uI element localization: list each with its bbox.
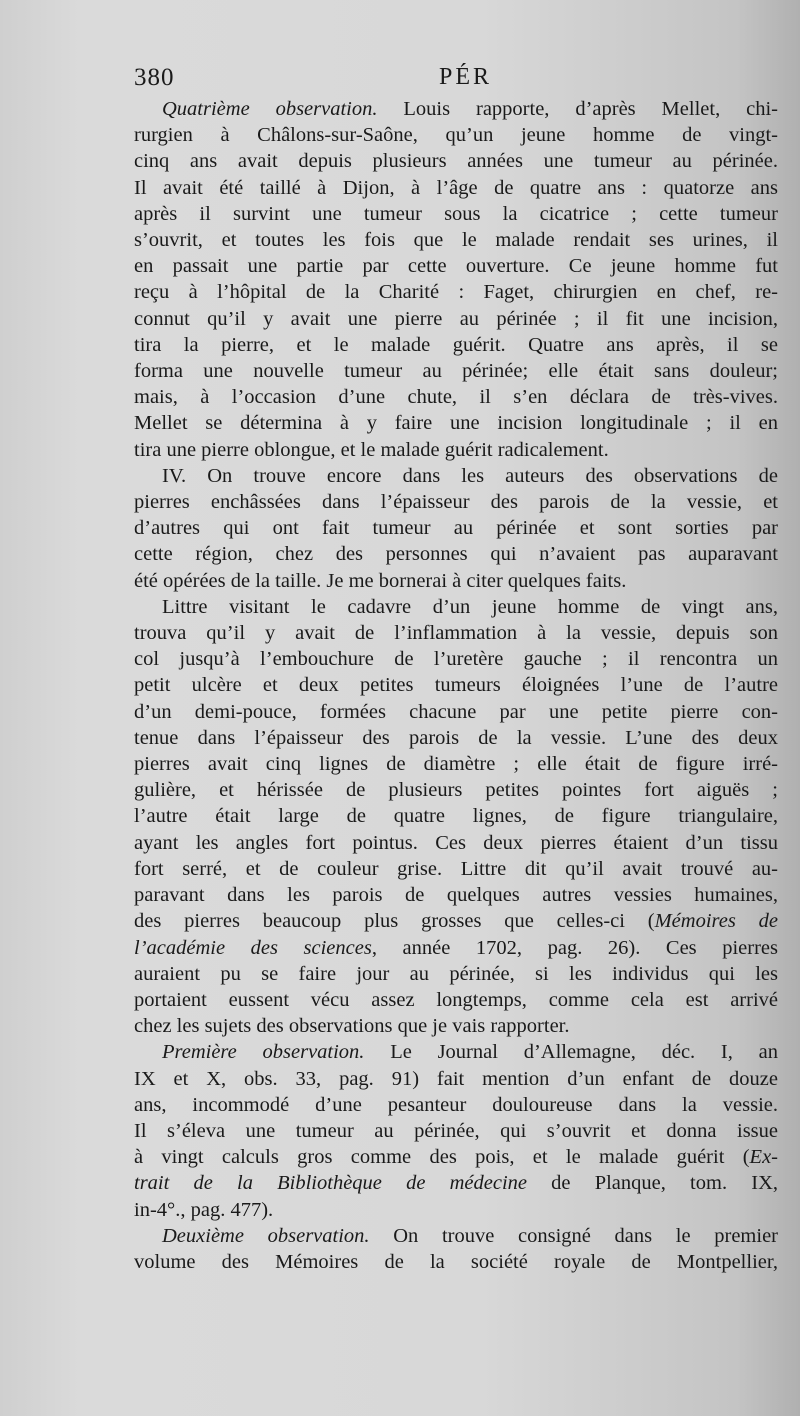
running-head: PÉR [439, 64, 493, 90]
text-run: fort serré, et de couleur grise. Littre dit qu’il avait trouvé au- [134, 857, 778, 880]
text-line [134, 410, 778, 436]
text-line [134, 568, 778, 594]
text-line [134, 699, 778, 725]
text-line [134, 489, 778, 515]
text-line [134, 987, 778, 1013]
text-line [134, 1144, 778, 1170]
text-line [134, 803, 778, 829]
text-line [134, 306, 778, 332]
text-run: été opérées de la taille. Je me bornerai à citer quelques faits. [134, 569, 627, 592]
text-line [134, 856, 778, 882]
text-line [134, 908, 778, 934]
text-run: tira une pierre oblongue, et le malade guérit radicalement. [134, 438, 609, 461]
text-run: gulière, et hérissée de plusieurs petites pointes fort aiguës ; [134, 779, 778, 802]
text-line [134, 175, 778, 201]
text-line [134, 122, 778, 148]
text-run: volume des Mémoires de la société royale de Montpellier, [134, 1250, 778, 1273]
text-run: Mellet se détermina à y faire une incision longitudinale ; il en [134, 412, 778, 435]
text-run: ans, incommodé d’une pesanteur douloureuse dans la vessie. [134, 1093, 778, 1116]
text-run: mais, à l’occasion d’une chute, il s’en déclara de très-vives. [134, 386, 778, 409]
text-run: en passait une partie par cette ouverture. Ce jeune homme fut [134, 255, 778, 278]
italic-text: l’académie des sciences [134, 936, 372, 959]
text-run: s’ouvrit, et toutes les fois que le malade rendait ses urines, il [134, 229, 778, 252]
text-run: ayant les angles fort pointus. Ces deux pierres étaient d’un tissu [134, 831, 778, 854]
text-run: paravant dans les parois de quelques autres vessies humaines, [134, 884, 778, 907]
text-run: d’un demi-pouce, formées chacune par une petite pierre con- [134, 700, 778, 723]
italic-text: trait de la Bibliothèque de médecine [134, 1172, 527, 1195]
text-line [134, 227, 778, 253]
text-run: reçu à l’hôpital de la Charité : Faget, chirurgien en chef, re- [134, 281, 778, 304]
text-line [134, 1223, 778, 1249]
text-line [134, 279, 778, 305]
text-run: pierres enchâssées dans l’épaisseur des parois de la vessie, et [134, 491, 778, 514]
text-run: à vingt calculs gros comme des pois, et le malade guérit ( [134, 1146, 750, 1169]
text-line [134, 201, 778, 227]
text-run: Littre visitant le cadavre d’un jeune homme de vingt ans, [162, 595, 778, 618]
text-run: après il survint une tumeur sous la cicatrice ; cette tumeur [134, 202, 778, 225]
italic-text: Mémoires de [654, 910, 778, 933]
text-line [134, 646, 778, 672]
text-line [134, 594, 778, 620]
text-run: l’autre était large de quatre lignes, de figure triangulaire, [134, 805, 778, 828]
text-run: Il s’éleva une tumeur au périnée, qui s’ouvrit et donna issue [134, 1119, 778, 1142]
text-line [134, 1039, 778, 1065]
page-header [134, 64, 774, 94]
italic-text: Première observation. [162, 1041, 365, 1064]
text-line [134, 358, 778, 384]
text-line [134, 725, 778, 751]
text-run: trouva qu’il y avait de l’inflammation à la vessie, depuis son [134, 622, 778, 645]
text-line [134, 1170, 778, 1196]
text-run: , année 1702, pag. 26). Ces pierres [371, 936, 778, 959]
italic-text: Quatrième observation. [162, 98, 378, 120]
text-line [134, 961, 778, 987]
text-run: Le Journal d’Allemagne, déc. I, an [364, 1041, 778, 1064]
text-line [134, 1092, 778, 1118]
text-run: auraient pu se faire jour au périnée, si les individus qui les [134, 962, 778, 985]
text-run: Il avait été taillé à Dijon, à l’âge de quatre ans : quatorze ans [134, 176, 778, 199]
body-text [134, 96, 778, 1275]
text-line [134, 751, 778, 777]
text-run: col jusqu’à l’embouchure de l’uretère gauche ; il rencontra un [134, 648, 778, 671]
page-number: 380 [134, 64, 175, 91]
text-run: tira la pierre, et le malade guérit. Quatre ans après, il se [134, 333, 778, 356]
text-run: IV. On trouve encore dans les auteurs des observations de [162, 464, 778, 487]
text-line [134, 1013, 778, 1039]
text-run: Louis rapporte, d’après Mellet, chi- [377, 98, 778, 120]
text-line [134, 1197, 778, 1223]
text-run: d’autres qui ont fait tumeur au périnée et sont sorties par [134, 517, 778, 540]
text-line [134, 935, 778, 961]
text-run: cette région, chez des personnes qui n’avaient pas auparavant [134, 543, 778, 566]
text-line [134, 882, 778, 908]
text-run: de Planque, tom. IX, [527, 1172, 778, 1195]
text-run: in-4°., pag. 477). [134, 1198, 274, 1221]
text-line [134, 515, 778, 541]
text-run: portaient eussent vécu assez longtemps, comme cela est arrivé [134, 988, 778, 1011]
text-line [134, 253, 778, 279]
text-run: petit ulcère et deux petites tumeurs éloignées l’une de l’autre [134, 674, 778, 697]
text-line [134, 463, 778, 489]
text-run: IX et X, obs. 33, pag. 91) fait mention d’un enfant de douze [134, 1067, 778, 1090]
text-line [134, 620, 778, 646]
italic-text: Ex- [749, 1146, 778, 1169]
text-line [134, 1118, 778, 1144]
text-run: chez les sujets des observations que je vais rapporter. [134, 1015, 570, 1038]
text-run: des pierres beaucoup plus grosses que celles-ci ( [134, 910, 655, 933]
text-run: tenue dans l’épaisseur des parois de la vessie. L’une des deux [134, 726, 778, 749]
text-line [134, 777, 778, 803]
text-line [134, 437, 778, 463]
text-run: rurgien à Châlons-sur-Saône, qu’un jeune homme de vingt- [134, 124, 778, 147]
text-line [134, 384, 778, 410]
text-line [134, 1066, 778, 1092]
text-line [134, 541, 778, 567]
text-line [134, 148, 778, 174]
text-line [134, 332, 778, 358]
text-run: On trouve consigné dans le premier [369, 1224, 778, 1247]
italic-text: Deuxième observation. [162, 1224, 370, 1247]
text-line [134, 96, 778, 122]
text-line [134, 830, 778, 856]
text-run: cinq ans avait depuis plusieurs années une tumeur au périnée. [134, 150, 778, 173]
text-run: connut qu’il y avait une pierre au périnée ; il fit une incision, [134, 307, 778, 330]
text-line [134, 1249, 778, 1275]
text-run: forma une nouvelle tumeur au périnée; elle était sans douleur; [134, 360, 778, 383]
text-line [134, 672, 778, 698]
text-run: pierres avait cinq lignes de diamètre ; elle était de figure irré- [134, 753, 778, 776]
